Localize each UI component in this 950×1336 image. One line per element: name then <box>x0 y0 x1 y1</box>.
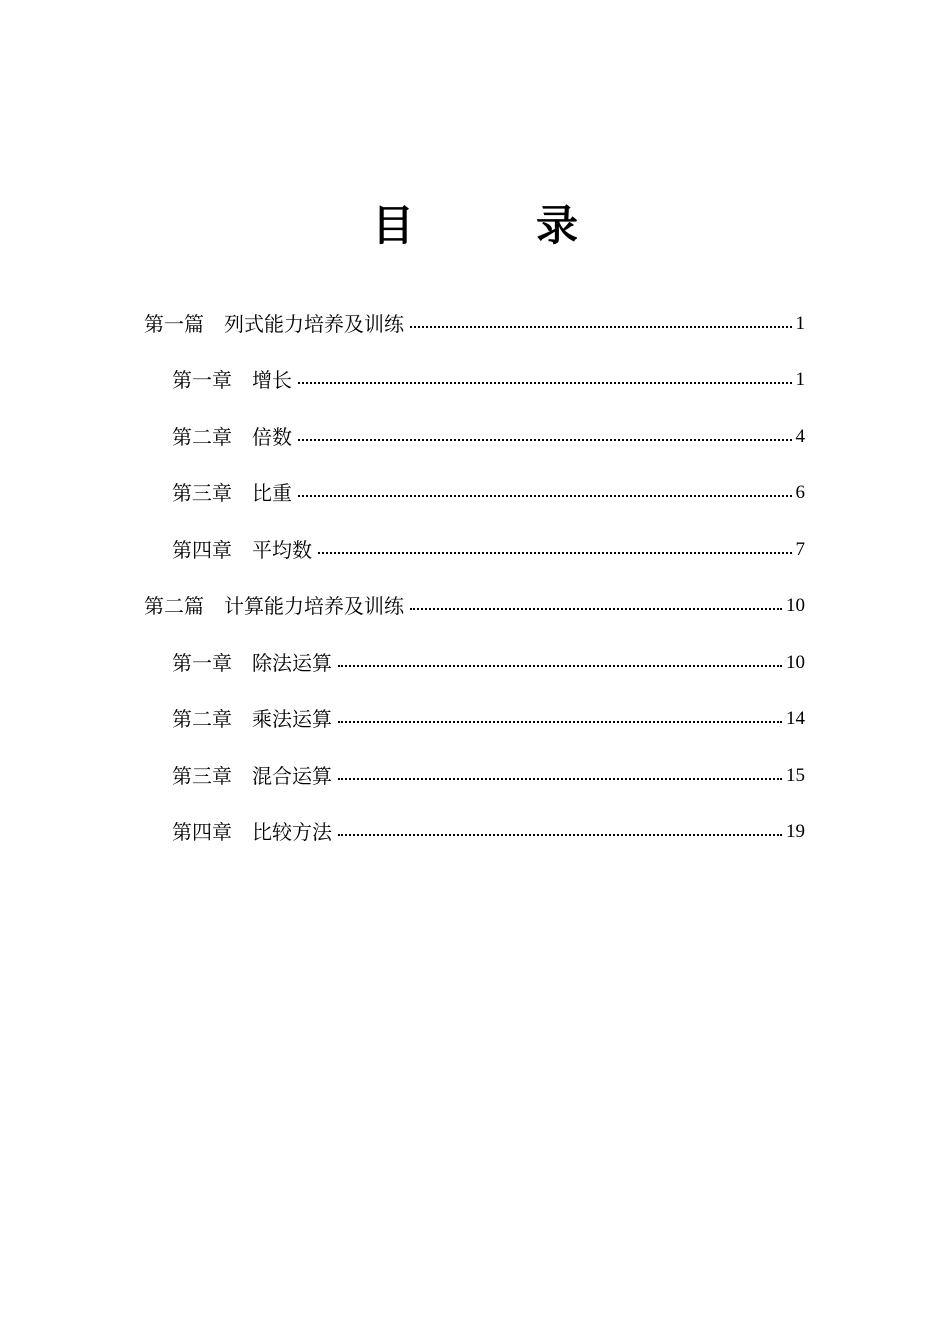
toc-page-number: 10 <box>786 652 805 673</box>
toc-page-number: 19 <box>786 821 805 842</box>
toc-entry-chapter[interactable] <box>172 804 805 860</box>
toc-page-number: 1 <box>795 369 805 390</box>
toc-leader-dots <box>338 778 782 780</box>
toc-page-number: 14 <box>786 708 805 729</box>
toc-entry-chapter[interactable] <box>172 352 805 408</box>
toc-entry-label: 第二篇 计算能力培养及训练 <box>144 594 404 618</box>
toc-entry-chapter[interactable] <box>172 748 805 804</box>
toc-leader-dots <box>338 665 782 667</box>
toc-title: 目 录 <box>371 201 618 250</box>
toc-leader-dots <box>298 382 792 384</box>
toc-page-number: 10 <box>786 595 805 616</box>
toc-entry-label: 第二章 倍数 <box>172 425 292 449</box>
toc-entry-label: 第一章 除法运算 <box>172 651 332 675</box>
toc-entry-part-1[interactable] <box>144 296 805 352</box>
toc-leader-dots <box>338 721 782 723</box>
toc-entry-chapter[interactable] <box>172 465 805 521</box>
toc-page-number: 4 <box>795 426 805 447</box>
toc-page-number: 1 <box>795 313 805 334</box>
toc-leader-dots <box>410 326 792 328</box>
toc-entry-chapter[interactable] <box>172 522 805 578</box>
toc-entry-chapter[interactable] <box>172 635 805 691</box>
toc-entry-label: 第四章 平均数 <box>172 538 312 562</box>
toc-page-number: 7 <box>795 539 805 560</box>
toc-entry-label: 第一篇 列式能力培养及训练 <box>144 312 404 336</box>
toc-entry-label: 第三章 混合运算 <box>172 764 332 788</box>
toc-leader-dots <box>410 608 782 610</box>
toc-entry-part-2[interactable] <box>144 578 805 634</box>
toc-entry-label: 第三章 比重 <box>172 481 292 505</box>
toc-entry-chapter[interactable] <box>172 409 805 465</box>
toc-entry-label: 第二章 乘法运算 <box>172 707 332 731</box>
toc-page-number: 15 <box>786 765 805 786</box>
toc-leader-dots <box>298 495 792 497</box>
toc-leader-dots <box>318 552 792 554</box>
toc-entry-label: 第一章 增长 <box>172 368 292 392</box>
toc-entry-label: 第四章 比较方法 <box>172 820 332 844</box>
toc-leader-dots <box>298 439 792 441</box>
toc-entry-chapter[interactable] <box>172 691 805 747</box>
toc-page-number: 6 <box>795 482 805 503</box>
toc-leader-dots <box>338 834 782 836</box>
